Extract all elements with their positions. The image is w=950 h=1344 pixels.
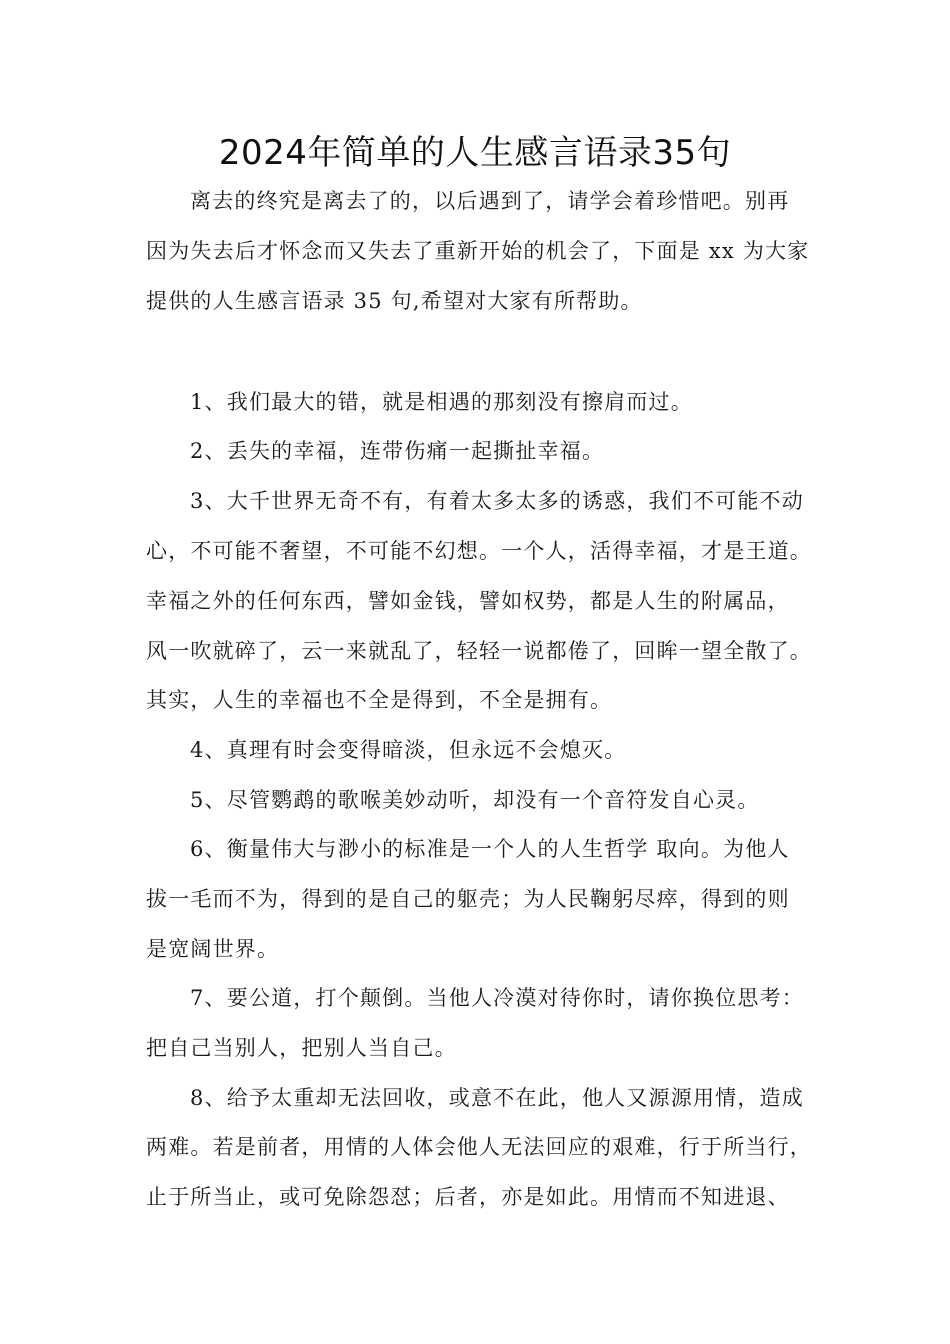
text-line: 拔一毛而不为，得到的是自己的躯壳；为人民鞠躬尽瘁，得到的则 xyxy=(146,887,790,911)
text-line: 心，不可能不奢望，不可能不幻想。一个人，活得幸福，才是王道。 xyxy=(146,539,812,563)
text-line: 4、真理有时会变得暗淡，但永远不会熄灭。 xyxy=(190,738,627,762)
text-line: 1、我们最大的错，就是相遇的那刻没有擦肩而过。 xyxy=(190,390,693,414)
text-line: 3、大千世界无奇不有，有着太多太多的诱惑，我们不可能不动 xyxy=(190,489,804,513)
text-line: 两难。若是前者，用情的人体会他人无法回应的艰难，行于所当行， xyxy=(146,1135,812,1159)
text-line: 提供的人生感言语录 35 句,希望对大家有所帮助。 xyxy=(146,289,643,313)
text-line: 6、衡量伟大与渺小的标准是一个人的人生哲学 取向。为他人 xyxy=(190,837,790,861)
text-line: 把自己当别人，把别人当自己。 xyxy=(146,1036,457,1060)
text-line: 5、尽管鹦鹉的歌喉美妙动听，却没有一个音符发自心灵。 xyxy=(190,788,760,812)
text-line: 离去的终究是离去了的，以后遇到了，请学会着珍惜吧。别再 xyxy=(190,189,790,213)
text-line: 因为失去后才怀念而又失去了重新开始的机会了，下面是 xx 为大家 xyxy=(146,239,810,263)
text-line: 7、要公道，打个颠倒。当他人冷漠对待你时，请你换位思考： xyxy=(190,986,804,1010)
text-line: 2、丢失的幸福，连带伤痛一起撕扯幸福。 xyxy=(190,439,605,463)
text-line: 8、给予太重却无法回收，或意不在此，他人又源源用情，造成 xyxy=(190,1086,804,1110)
text-line: 其实，人生的幸福也不全是得到，不全是拥有。 xyxy=(146,688,613,712)
text-line: 风一吹就碎了，云一来就乱了，轻轻一说都倦了，回眸一望全散了。 xyxy=(146,639,812,663)
text-line: 幸福之外的任何东西，譬如金钱，譬如权势，都是人生的附属品， xyxy=(146,589,790,613)
text-line: 是宽阔世界。 xyxy=(146,937,280,961)
document-title: 2024年简单的人生感言语录35句 xyxy=(218,133,732,173)
text-line: 止于所当止，或可免除怨怼；后者，亦是如此。用情而不知进退、 xyxy=(146,1185,790,1209)
